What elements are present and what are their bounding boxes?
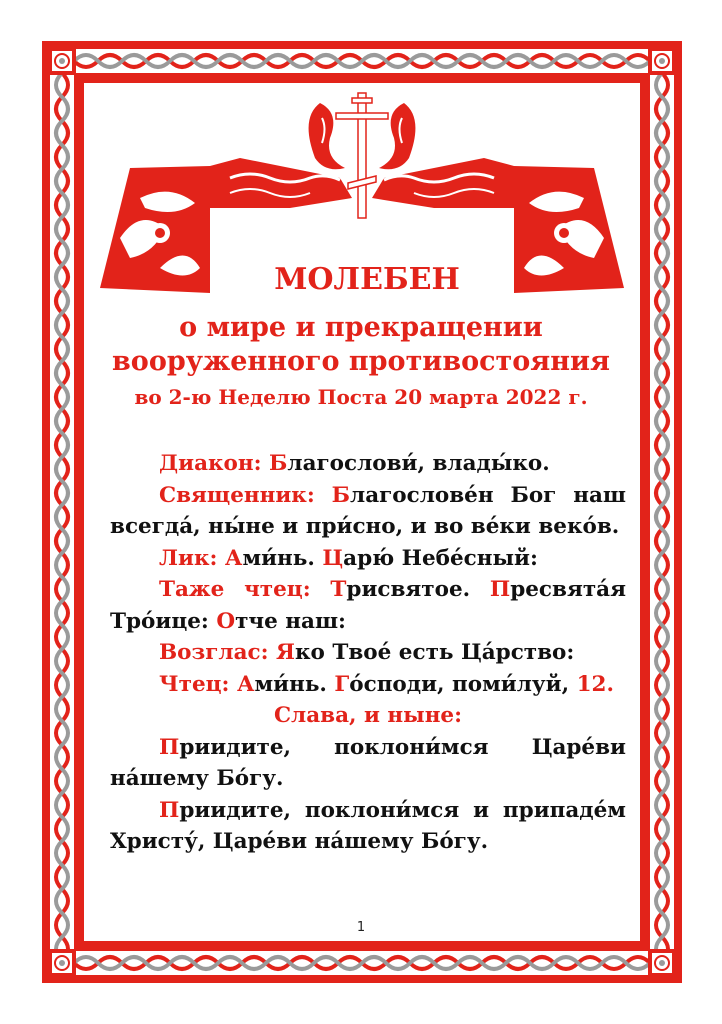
- document-date-line: во 2-ю Неделю Поста 20 марта 2022 г.: [134, 385, 588, 409]
- page-number: 1: [356, 920, 366, 935]
- text-line-deacon: [110, 448, 626, 480]
- initial-letter: О: [216, 608, 236, 634]
- corner-medallion-icon: [647, 46, 677, 76]
- initial-letter: Б: [269, 451, 288, 476]
- text-line-priest: [110, 480, 626, 543]
- line-text: ми́нь.: [242, 545, 315, 571]
- document-subtitle-line2: вооруженного противостояния: [112, 346, 610, 377]
- line-text: о́споди, поми́луй,: [349, 671, 570, 697]
- text-line-choir: [110, 543, 626, 575]
- border-band-left: [50, 49, 74, 975]
- line-text: лагослове́н Бог наш всегда́, ны́не и при́сно, и во ве́ки веко́в.: [110, 482, 626, 539]
- line-text: рисвятое.: [346, 577, 471, 602]
- initial-letter: Т: [330, 577, 347, 602]
- border-band-right: [650, 49, 674, 975]
- corner-medallion-icon: [47, 46, 77, 76]
- verse-line: [110, 795, 626, 858]
- initial-letter: Я: [276, 640, 295, 665]
- text-line-reader-amen: [110, 669, 626, 701]
- text-line-exclamation: [110, 637, 626, 669]
- line-text: арю́ Небе́сный:: [343, 545, 538, 571]
- initial-letter: Б: [331, 482, 351, 508]
- initial-letter: А: [236, 671, 255, 697]
- speaker-label: Лик:: [159, 545, 218, 571]
- initial-letter: П: [489, 577, 511, 602]
- repeat-count: 12.: [576, 671, 614, 697]
- initial-letter: П: [159, 734, 180, 760]
- corner-medallion-icon: [47, 948, 77, 978]
- document-title: МОЛЕБЕН: [274, 262, 460, 297]
- text-line-reader-trisagion: [110, 574, 626, 637]
- speaker-label: Таже чтец:: [159, 577, 311, 602]
- corner-medallion-icon: [647, 948, 677, 978]
- speaker-label: Возглас:: [159, 640, 269, 665]
- initial-letter: Ц: [322, 545, 344, 571]
- liturgical-text: [110, 448, 626, 858]
- line-text: ко Твое́ есть Ца́рство:: [295, 640, 575, 665]
- initial-letter: П: [159, 797, 180, 823]
- verse-text: риидите, поклони́мся и припаде́м Христу́, Царе́ви на́шему Бо́гу.: [110, 797, 626, 854]
- line-text: лагослови́, влады́ко.: [287, 451, 550, 476]
- border-band-bottom: [50, 951, 674, 975]
- verse-text: риидите, поклони́мся Царе́ви на́шему Бо́гу.: [110, 734, 626, 791]
- speaker-label: Диакон:: [159, 451, 262, 476]
- verse-line: [110, 732, 626, 795]
- speaker-label: Священник:: [159, 482, 315, 508]
- initial-letter: А: [224, 545, 243, 571]
- border-band-top: [50, 49, 674, 73]
- line-text: тче наш:: [235, 608, 346, 634]
- initial-letter: Г: [334, 671, 350, 697]
- line-text: ми́нь.: [254, 671, 327, 697]
- speaker-label: Чтец:: [159, 671, 230, 697]
- document-subtitle-line1: о мире и прекращении: [179, 312, 543, 343]
- slava-heading: Слава, и ныне:: [273, 703, 463, 728]
- line-text: ресвята́я Тро́ице:: [110, 577, 626, 634]
